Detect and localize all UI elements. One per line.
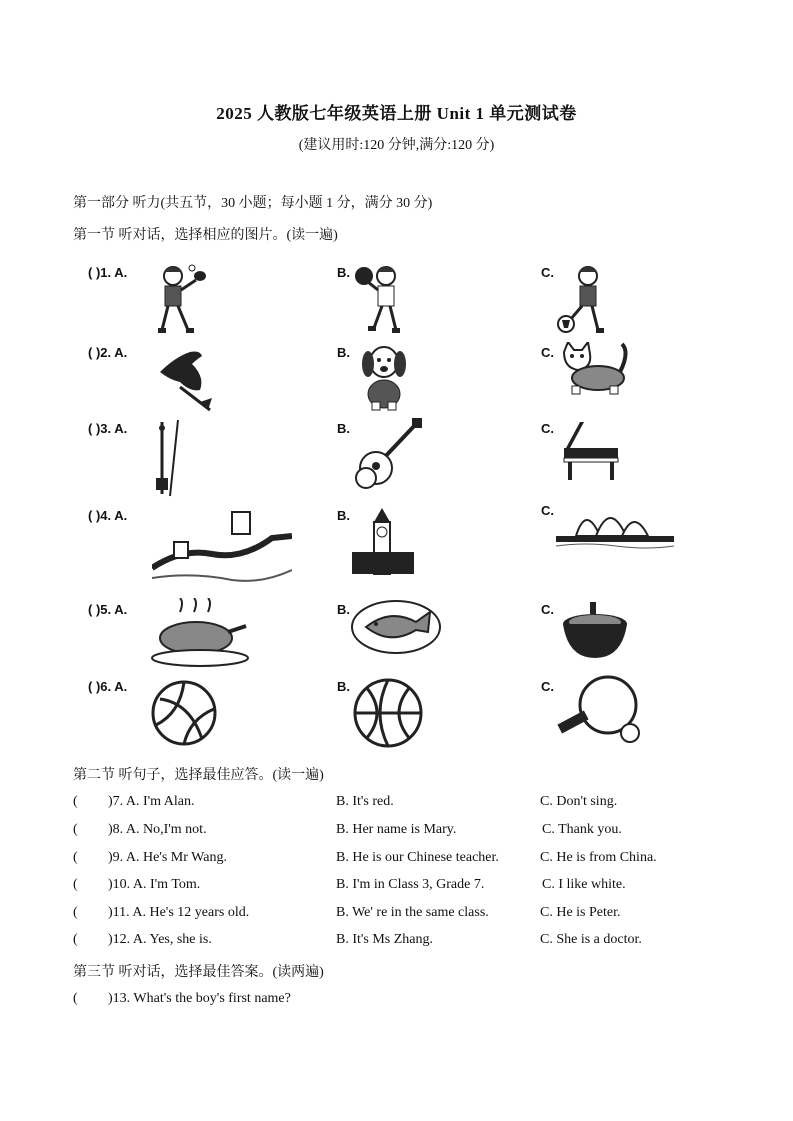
page-title: 2025 人教版七年级英语上册 Unit 1 单元测试卷 — [216, 104, 577, 123]
answer-question-7 — [73, 794, 733, 816]
question-option-c: C. She is a doctor. — [540, 932, 642, 947]
hotpot-bowl-icon — [560, 598, 630, 662]
option-b-label: B. — [337, 508, 350, 523]
cat-icon — [558, 342, 630, 397]
question-label: ( )5. A. — [88, 602, 128, 617]
section3-heading: 第三节 听对话，选择最佳答案。(读两遍) — [73, 965, 324, 980]
page-subtitle: (建议用时:120 分钟,满分:120 分) — [298, 138, 495, 153]
big-ben-icon — [352, 508, 414, 578]
option-b-label: B. — [337, 421, 350, 436]
question-option-b: B. He is our Chinese teacher. — [336, 850, 499, 865]
option-b-label: B. — [337, 265, 350, 280]
answer-question-11 — [73, 905, 733, 927]
answer-question-10 — [73, 877, 733, 899]
section2-heading: 第二节 听句子，选择最佳应答。(读一遍) — [73, 768, 324, 783]
option-c-label: C. — [541, 679, 554, 694]
picture-question-2 — [0, 342, 793, 422]
dog-icon — [354, 342, 414, 412]
question-option-c: C. He is from China. — [540, 850, 657, 865]
answer-paren[interactable]: ( — [73, 850, 78, 865]
question-option-b: B. It's Ms Zhang. — [336, 932, 434, 947]
sydney-opera-house-icon — [556, 500, 674, 550]
question-label: ( )1. A. — [88, 265, 128, 280]
question-option-c: C. Thank you. — [542, 822, 622, 837]
question-label: ( )6. A. — [88, 679, 128, 694]
option-c-label: C. — [541, 345, 554, 360]
option-b-label: B. — [337, 345, 350, 360]
answer-paren[interactable]: ( — [73, 991, 78, 1006]
answer-question-8 — [73, 822, 733, 844]
question-label: ( )2. A. — [88, 345, 128, 360]
part1-heading: 第一部分 听力(共五节，30 小题；每小题 1 分，满分 30 分) — [73, 196, 433, 211]
answer-paren[interactable]: ( — [73, 905, 78, 920]
question-text: )13. What's the boy's first name? — [108, 991, 291, 1006]
question-option-c: C. Don't sing. — [540, 794, 618, 809]
question-option-c: C. He is Peter. — [540, 905, 621, 920]
question-option-a: )10. A. I'm Tom. — [108, 877, 201, 892]
picture-question-4 — [0, 500, 793, 580]
ping-pong-paddle-icon — [556, 675, 646, 747]
option-c-label: C. — [541, 421, 554, 436]
option-c-label: C. — [541, 503, 554, 518]
question-option-a: )9. A. He's Mr Wang. — [108, 850, 227, 865]
boy-playing-soccer-icon — [556, 262, 616, 337]
question-option-c: C. I like white. — [542, 877, 626, 892]
picture-question-5 — [0, 598, 793, 678]
erhu-icon — [150, 418, 190, 498]
picture-question-3 — [0, 418, 793, 498]
question-option-b: B. We' re in the same class. — [336, 905, 489, 920]
option-c-label: C. — [541, 265, 554, 280]
answer-paren[interactable]: ( — [73, 794, 78, 809]
question-option-b: B. I'm in Class 3, Grade 7. — [336, 877, 485, 892]
option-c-label: C. — [541, 602, 554, 617]
guitar-icon — [352, 418, 424, 490]
great-wall-icon — [152, 508, 292, 588]
answer-paren[interactable]: ( — [73, 932, 78, 947]
section1-heading: 第一节 听对话，选择相应的图片。(读一遍) — [73, 228, 338, 243]
picture-question-1 — [0, 262, 793, 342]
question-option-a: )12. A. Yes, she is. — [108, 932, 212, 947]
roast-duck-icon — [150, 598, 250, 670]
boy-playing-basketball-icon — [352, 262, 407, 337]
question-label: ( )4. A. — [88, 508, 128, 523]
question-option-a: )7. A. I'm Alan. — [108, 794, 195, 809]
question-option-b: B. It's red. — [336, 794, 394, 809]
question-label: ( )3. A. — [88, 421, 128, 436]
question-option-b: B. Her name is Mary. — [336, 822, 457, 837]
bird-on-branch-icon — [150, 342, 220, 414]
fish-plate-icon — [350, 598, 442, 656]
option-b-label: B. — [337, 679, 350, 694]
answer-question-9 — [73, 850, 733, 872]
option-b-label: B. — [337, 602, 350, 617]
volleyball-icon — [150, 679, 218, 747]
answer-question-12 — [73, 932, 733, 954]
piano-icon — [560, 418, 622, 484]
picture-question-6 — [0, 675, 793, 755]
boy-playing-ping-pong-icon — [148, 262, 208, 337]
answer-paren[interactable]: ( — [73, 877, 78, 892]
answer-paren[interactable]: ( — [73, 822, 78, 837]
question-option-a: )8. A. No,I'm not. — [108, 822, 207, 837]
answer-question-13 — [73, 991, 733, 1013]
basketball-icon — [352, 677, 424, 749]
question-option-a: )11. A. He's 12 years old. — [108, 905, 250, 920]
